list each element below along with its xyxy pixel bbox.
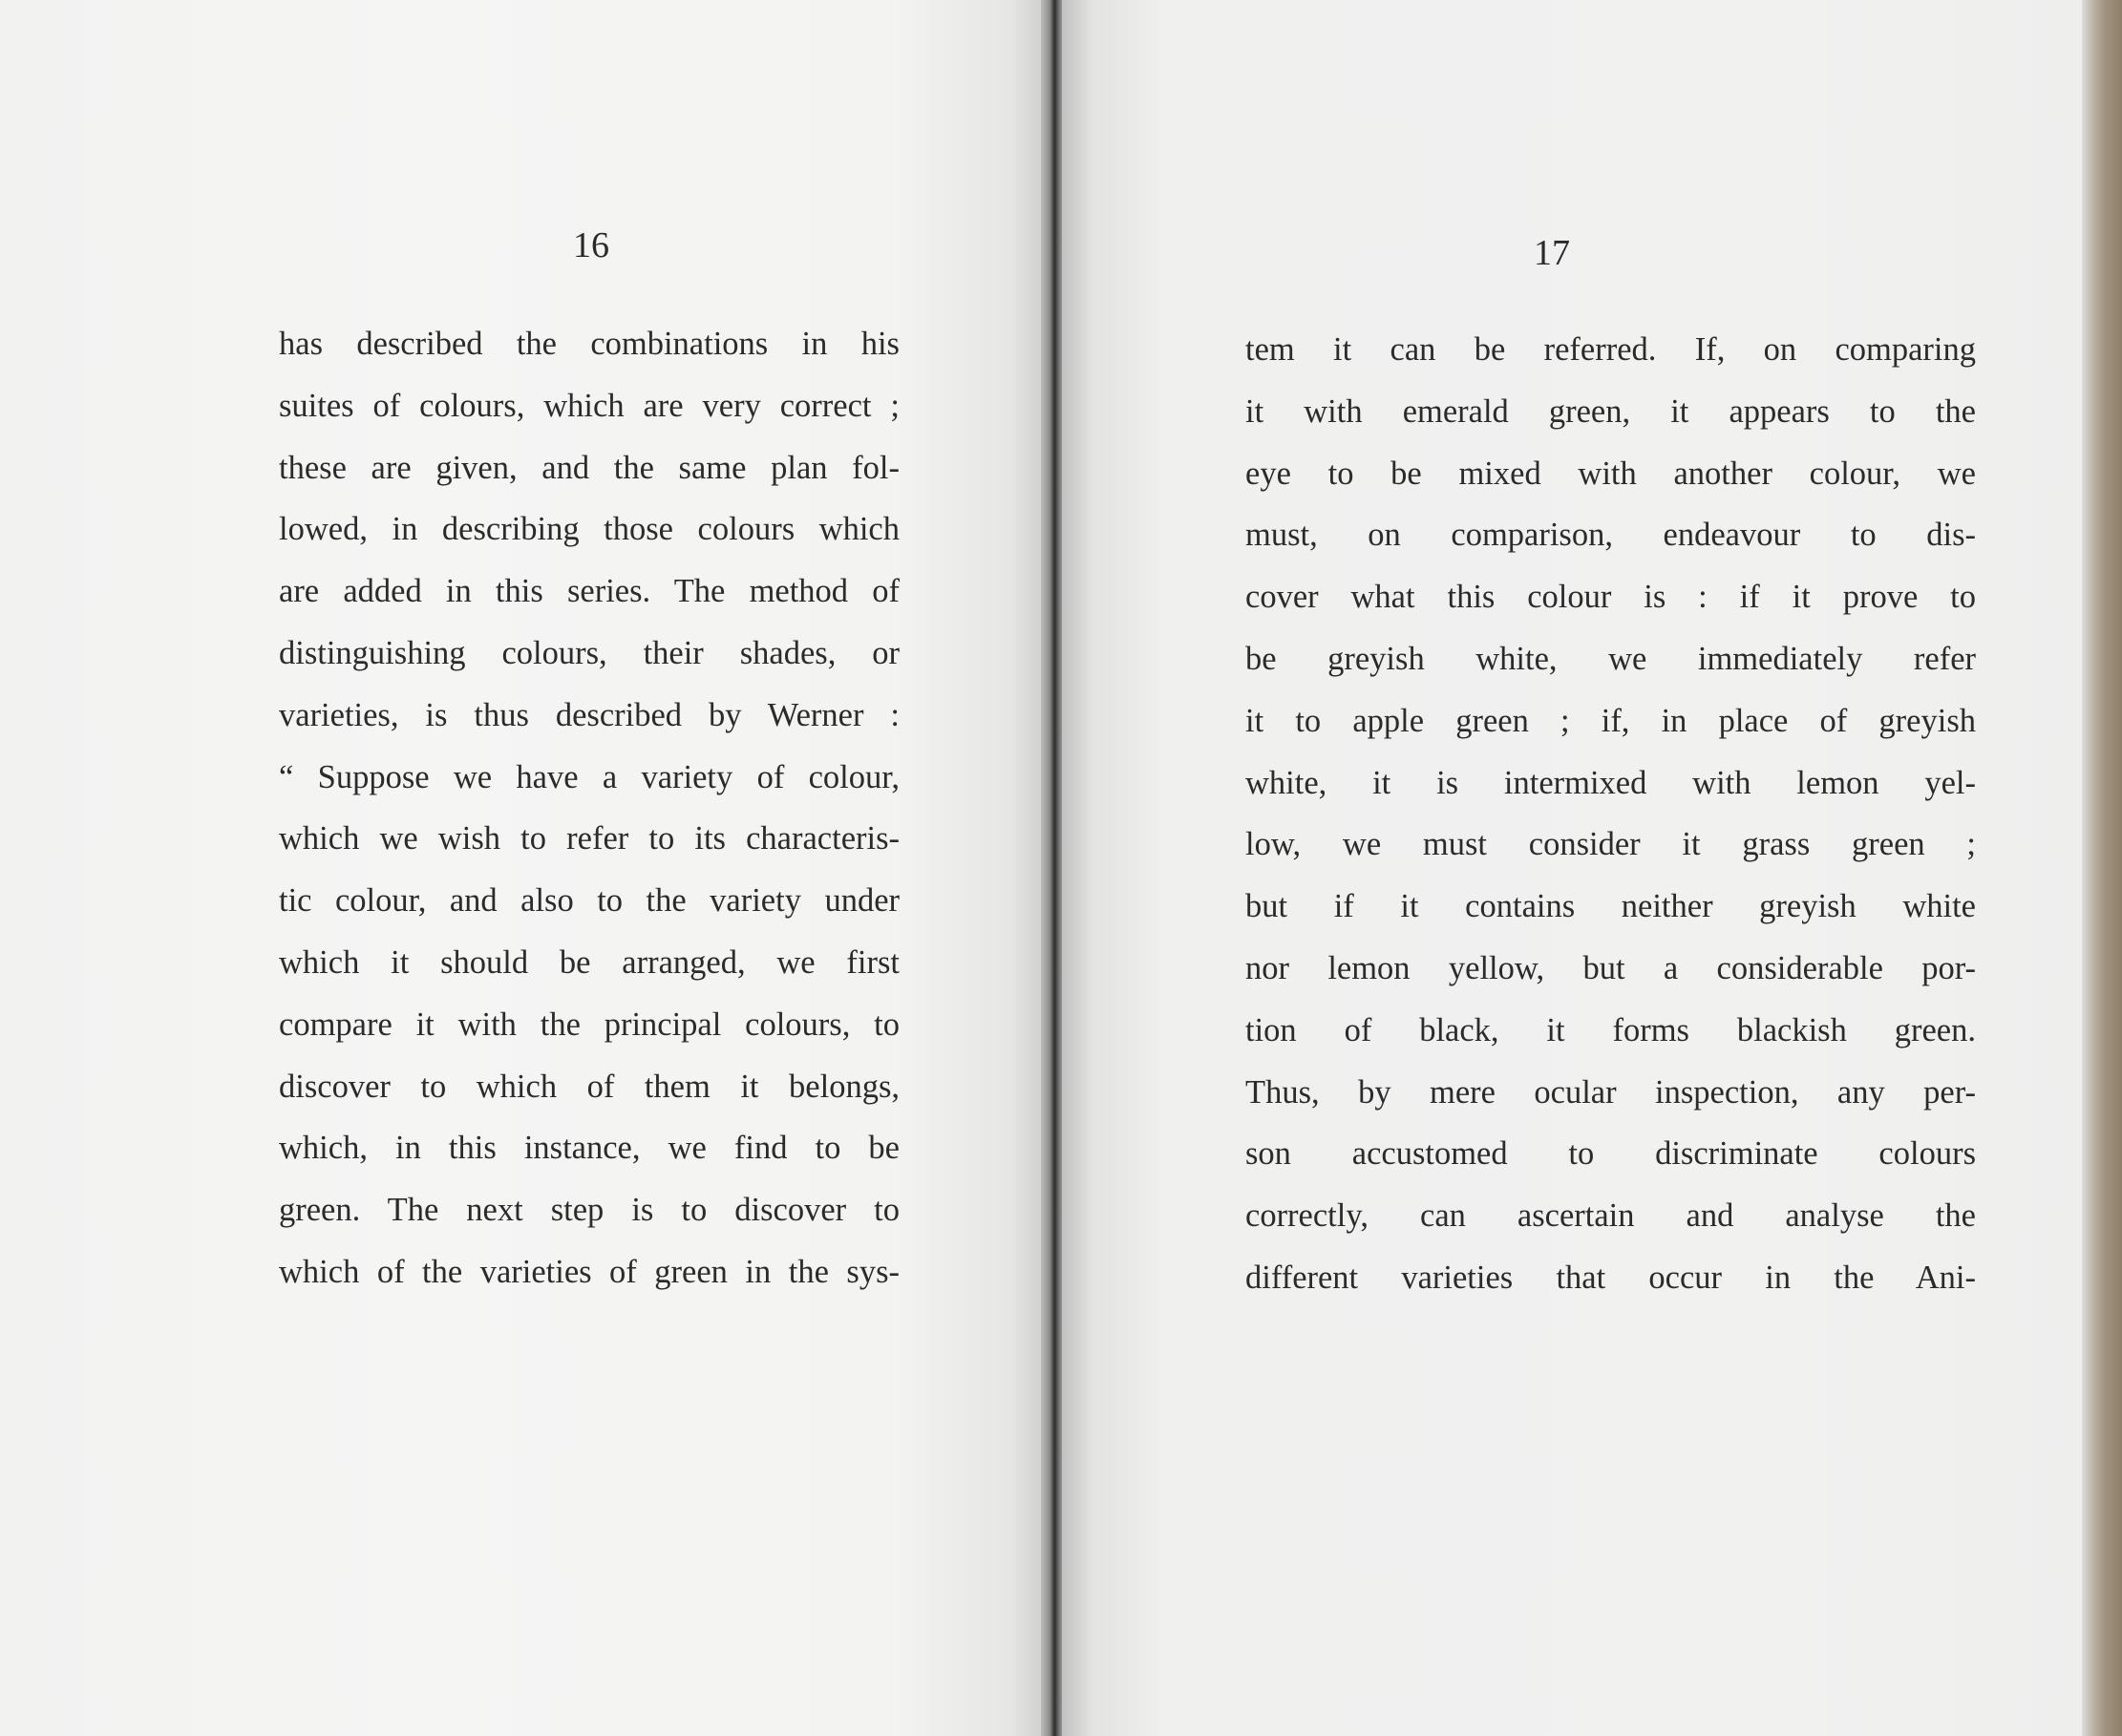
text-line: tic colour, and also to the variety under — [279, 882, 900, 920]
text-line: but if it contains neither greyish white — [1245, 888, 1976, 925]
text-line: low, we must consider it grass green ; — [1245, 826, 1976, 863]
right-page — [1062, 0, 2098, 1736]
text-line: which, in this instance, we find to be — [279, 1130, 900, 1167]
text-line: be greyish white, we immediately refer — [1245, 640, 1976, 677]
page-number: 16 — [573, 225, 609, 265]
text-line: nor lemon yellow, but a considerable por- — [1245, 949, 1976, 986]
text-line: it with emerald green, it appears to the — [1245, 392, 1976, 430]
text-line: which we wish to refer to its characteris- — [279, 820, 900, 857]
text-line: tem it can be referred. If, on comparing — [1245, 331, 1976, 368]
text-line: Thus, by mere ocular inspection, any per- — [1245, 1073, 1976, 1111]
text-line: lowed, in describing those colours which — [279, 511, 900, 548]
text-line: tion of black, it forms blackish green. — [1245, 1011, 1976, 1048]
left-page-text — [279, 313, 900, 1303]
text-line: white, it is intermixed with lemon yel- — [1245, 764, 1976, 801]
text-line: “ Suppose we have a variety of colour, — [279, 758, 900, 795]
text-line: discover to which of them it belongs, — [279, 1068, 900, 1105]
text-line: are added in this series. The method of — [279, 573, 900, 610]
text-line: which it should be arranged, we first — [279, 943, 900, 981]
text-line: son accustomed to discriminate colours — [1245, 1135, 1976, 1173]
text-line: has described the combinations in his — [279, 326, 900, 362]
text-line: varieties, is thus described by Werner : — [279, 696, 900, 733]
right-page-text — [1245, 319, 1976, 1309]
text-line: eye to be mixed with another colour, we — [1245, 455, 1976, 492]
text-line: these are given, and the same plan fol- — [279, 449, 900, 486]
text-line: different varieties that occur in the Ani- — [1245, 1259, 1976, 1296]
text-line: must, on comparison, endeavour to dis- — [1245, 517, 1976, 554]
page-edge — [2082, 0, 2122, 1736]
text-line: it to apple green ; if, in place of greyish — [1245, 702, 1976, 739]
text-line: which of the varieties of green in the sys- — [279, 1253, 900, 1290]
left-page — [0, 0, 1052, 1736]
text-line: compare it with the principal colours, to — [279, 1006, 900, 1043]
text-line: suites of colours, which are very correct ; — [279, 387, 900, 424]
text-line: correctly, can ascertain and analyse the — [1245, 1197, 1976, 1235]
page-number: 17 — [1534, 233, 1570, 273]
text-line: green. The next step is to discover to — [279, 1192, 900, 1229]
text-line: cover what this colour is : if it prove to — [1245, 579, 1976, 616]
text-line: distinguishing colours, their shades, or — [279, 634, 900, 671]
